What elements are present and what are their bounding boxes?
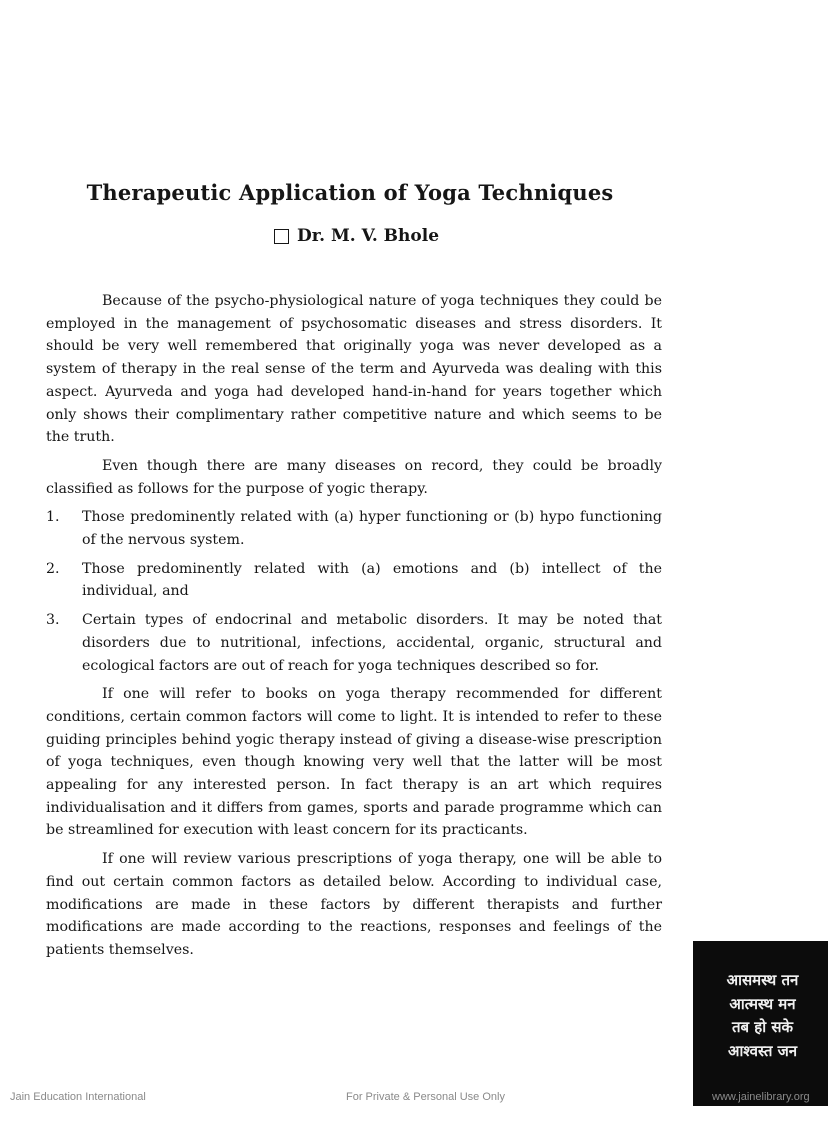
list-item: [46, 558, 662, 603]
paragraph: If one will refer to books on yoga therapy recommended for different conditions, certain common factors will come to light. It is intended to refer to these guiding principles behind yogic therapy instead of giving a disease-wise prescription of yoga techniques, even though knowing very well that the latter will be most appealing for any interested person. In fact therapy is an art which requires individualisation and it differs from games, sports and parade programme which can be streamlined for execution with least concern for its practicants.: [46, 686, 662, 839]
hindi-verse-block: [693, 941, 828, 1106]
author-name: Dr. M. V. Bhole: [297, 226, 440, 246]
article-title: Therapeutic Application of Yoga Techniques: [86, 180, 614, 205]
footer-left: Jain Education International: [10, 1091, 146, 1103]
verse-line: आश्वस्त जन: [727, 1041, 798, 1060]
verse-line: तब हो सके: [731, 1018, 794, 1036]
list-text: Those predominently related with (a) hyper functioning or (b) hypo functioning of the nervous system.: [82, 509, 662, 549]
paragraph: If one will review various prescriptions of yoga therapy, one will be able to find out certain common factors as detailed below. According to individual case, modifications are made in these factors by different therapists and further modifications are made according to the reactions, responses and feelings of the patients themselves.: [46, 851, 662, 958]
list-item: [46, 609, 662, 677]
verse-line: आत्मस्थ मन: [729, 994, 796, 1013]
paragraph: Even though there are many diseases on record, they could be broadly classified as follows for the purpose of yogic therapy.: [46, 457, 662, 497]
paragraph: Because of the psycho-physiological nature of yoga techniques they could be employed in the management of psychosomatic diseases and stress disorders. It should be very well remembered that originally yoga was never developed as a system of therapy in the real sense of the term and Ayurveda was dealing with this aspect. Ayurveda and yoga had developed hand-in-hand for years together which only shows their complimentary rather competitive nature and which seems to be the truth.: [46, 293, 662, 446]
list-item: [46, 506, 662, 551]
list-number: 3.: [46, 612, 60, 629]
classification-list: [46, 506, 662, 677]
list-text: Those predominently related with (a) emotions and (b) intellect of the individual, and: [82, 560, 662, 600]
checkbox-square-icon: [274, 229, 289, 244]
list-number: 1.: [46, 509, 60, 526]
list-text: Certain types of endocrinal and metabolic disorders. It may be noted that disorders due to nutritional, infections, accidental, organic, structural and ecological factors are out of reach for yoga techniques described so for.: [82, 612, 662, 674]
footer-center: For Private & Personal Use Only: [346, 1091, 505, 1103]
author-line: [274, 226, 439, 246]
footer-right[interactable]: www.jainelibrary.org: [712, 1091, 810, 1103]
list-number: 2.: [46, 560, 60, 577]
verse-line: आसमस्थ तन: [726, 971, 799, 989]
article-body: [46, 290, 662, 968]
